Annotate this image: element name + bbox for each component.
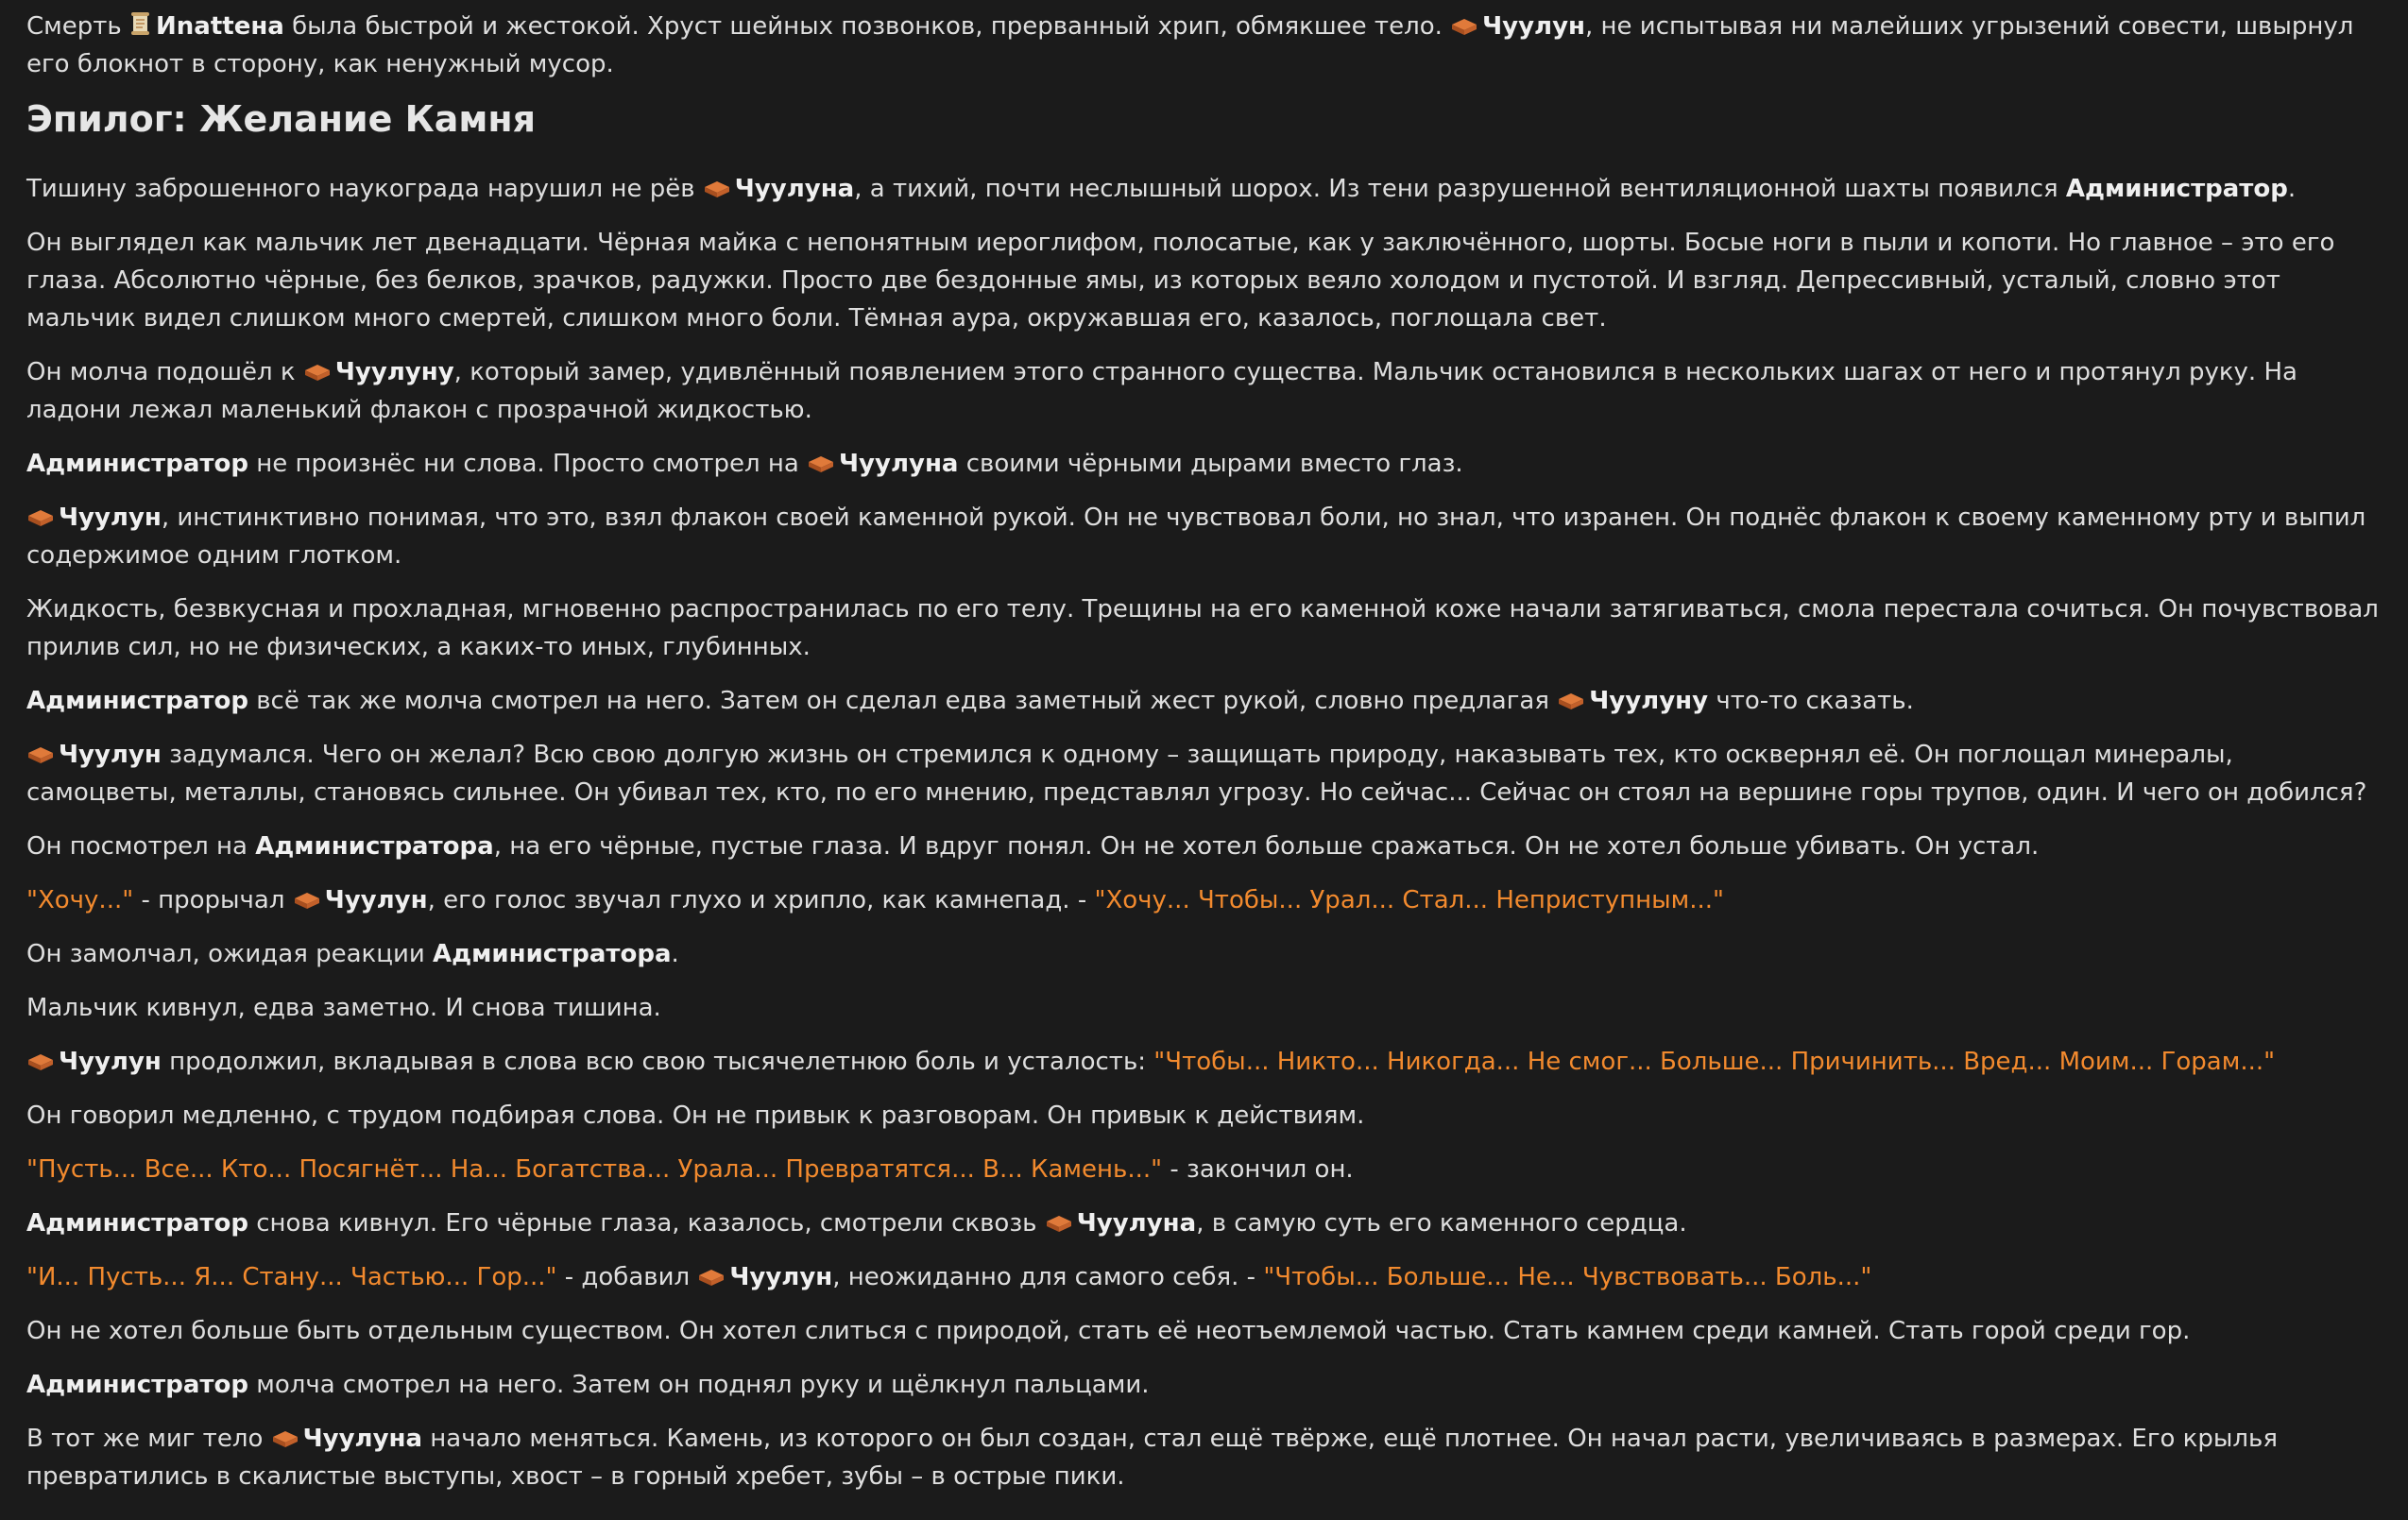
paragraph: Жидкость, безвкусная и прохладная, мгновенно распространилась по его телу. Трещины на его каменной коже начали затягиваться, смола перестала сочиться. Он почувствовал прилив сил, но не физических, а каких-то иных, глубинных. bbox=[26, 595, 2379, 661]
paragraph: Он не хотел больше быть отдельным существом. Он хотел слиться с природой, стать её неотъемлемой частью. Стать камнем среди камней. Стать горой среди гор. bbox=[26, 1317, 2191, 1345]
paragraph: "Пусть... Все... Кто... Посягнёт... На... Богатства... Урала... Превратятся... В... Камень..." - закончил он. bbox=[26, 1155, 1354, 1184]
dialogue-quote: "И... Пусть... Я... Стану... Частью... Гор..." bbox=[26, 1263, 557, 1291]
brick-icon bbox=[271, 1428, 299, 1449]
dialogue-quote: "Пусть... Все... Кто... Посягнёт... На... Богатства... Урала... Превратятся... В... Камень..." bbox=[26, 1155, 1163, 1184]
brick-icon bbox=[303, 362, 332, 383]
paragraph: Администратор молча смотрел на него. Затем он поднял руку и щёлкнул пальцами. bbox=[26, 1371, 1150, 1399]
brick-icon bbox=[1450, 16, 1478, 37]
paragraph: Тишину заброшенного наукограда нарушил не рёв Чуулуна, а тихий, почти неслышный шорох. Из тени разрушенной вентиляционной шахты появился Администратор. bbox=[26, 175, 2297, 203]
paragraph: В тот же миг тело Чуулуна начало меняться. Камень, из которого он был создан, стал ещё твёрже, ещё плотнее. Он начал расти, увеличиваясь в размерах. Его крылья превратились в скалистые выступы, хвост – в горный хребет, зубы – в острые пики. bbox=[26, 1425, 2278, 1491]
brick-icon bbox=[697, 1267, 726, 1288]
dialogue-quote: "Чтобы... Никто... Никогда... Не смог... Больше... Причинить... Вред... Моим... Горам..." bbox=[1153, 1048, 2276, 1076]
paragraph: Он посмотрел на Администратора, на его чёрные, пустые глаза. И вдруг понял. Он не хотел больше сражаться. Он не хотел больше убивать. Он устал. bbox=[26, 832, 2040, 861]
brick-icon bbox=[807, 453, 835, 474]
dialogue-quote: "Чтобы... Больше... Не... Чувствовать... Боль..." bbox=[1263, 1263, 1872, 1291]
epilogue-heading: Эпилог: Желание Камня bbox=[26, 98, 537, 140]
paragraph: Чуулун задумался. Чего он желал? Всю свою долгую жизнь он стремился к одному – защищать природу, наказывать тех, кто осквернял её. Он поглощал минералы, самоцветы, металлы, становясь сильнее. Он убивал тех, кто, по его мнению, представлял угрозу. Но сейчас... Сейчас он стоял на вершине горы трупов, один. И чего он добился? bbox=[26, 741, 2367, 807]
brick-icon bbox=[1045, 1213, 1073, 1234]
paragraph: "И... Пусть... Я... Стану... Частью... Гор..." - добавил Чуулун, неожиданно для самого себя. - "Чтобы... Больше... Не... Чувствовать... Боль..." bbox=[26, 1263, 1872, 1291]
paragraph: Администратор всё так же молча смотрел на него. Затем он сделал едва заметный жест рукой, словно предлагая Чуулуну что-то сказать. bbox=[26, 687, 1914, 715]
dialogue-quote: "Хочу..." bbox=[26, 886, 134, 914]
paragraph: Администратор не произнёс ни слова. Просто смотрел на Чуулуна своими чёрными дырами вместо глаз. bbox=[26, 450, 1463, 478]
paragraph: Мальчик кивнул, едва заметно. И снова тишина. bbox=[26, 994, 661, 1022]
dialogue-quote: "Хочу... Чтобы... Урал... Стал... Неприступным..." bbox=[1094, 886, 1725, 914]
brick-icon bbox=[26, 507, 55, 528]
paragraph: Он говорил медленно, с трудом подбирая слова. Он не привык к разговорам. Он привык к действиям. bbox=[26, 1102, 1365, 1130]
paragraph: Он молча подошёл к Чуулуну, который замер, удивлённый появлением этого странного существа. Мальчик остановился в нескольких шагах от него и протянул руку. На ладони лежал маленький флакон с прозрачной жидкостью. bbox=[26, 358, 2297, 424]
paragraph: "Хочу..." - прорычал Чуулун, его голос звучал глухо и хрипло, как камнепад. - "Хочу... Чтобы... Урал... Стал... Неприступным..." bbox=[26, 886, 1725, 914]
paragraph: Он замолчал, ожидая реакции Администратора. bbox=[26, 940, 679, 968]
paragraph: Он выглядел как мальчик лет двенадцати. Чёрная майка с непонятным иероглифом, полосатые, как у заключённого, шорты. Босые ноги в пыли и копоти. Но главное – это его глаза. Абсолютно чёрные, без белков, зрачков, радужки. Просто две бездонные ямы, из которых веяло холодом и пустотой. И взгляд. Депрессивный, усталый, словно этот мальчик видел слишком много смертей, слишком много боли. Тёмная аура, окружавшая его, казалось, поглощала свет. bbox=[26, 229, 2335, 333]
paragraph: Администратор снова кивнул. Его чёрные глаза, казалось, смотрели сквозь Чуулуна, в самую суть его каменного сердца. bbox=[26, 1209, 1687, 1238]
brick-icon bbox=[703, 179, 731, 199]
brick-icon bbox=[26, 744, 55, 765]
brick-icon bbox=[293, 890, 321, 911]
scroll-icon bbox=[129, 10, 152, 37]
brick-icon bbox=[26, 1051, 55, 1072]
paragraph: Чуулун, инстинктивно понимая, что это, взял флакон своей каменной рукой. Он не чувствовал боли, но знал, что изранен. Он поднёс флакон к своему каменному рту и выпил содержимое одним глотком. bbox=[26, 504, 2366, 570]
paragraph: Смерть Иnattена была быстрой и жестокой. Хруст шейных позвонков, прерванный хрип, обмякшее тело. Чуулун, не испытывая ни малейших угрызений совести, швырнул его блокнот в сторону, как ненужный мусор. bbox=[26, 12, 2354, 78]
paragraph: Чуулун продолжил, вкладывая в слова всю свою тысячелетнюю боль и усталость: "Чтобы... Никто... Никогда... Не смог... Больше... Причинить... Вред... Моим... Горам..." bbox=[26, 1043, 2382, 1081]
story-document bbox=[0, 8, 2408, 1495]
brick-icon bbox=[1557, 691, 1585, 711]
